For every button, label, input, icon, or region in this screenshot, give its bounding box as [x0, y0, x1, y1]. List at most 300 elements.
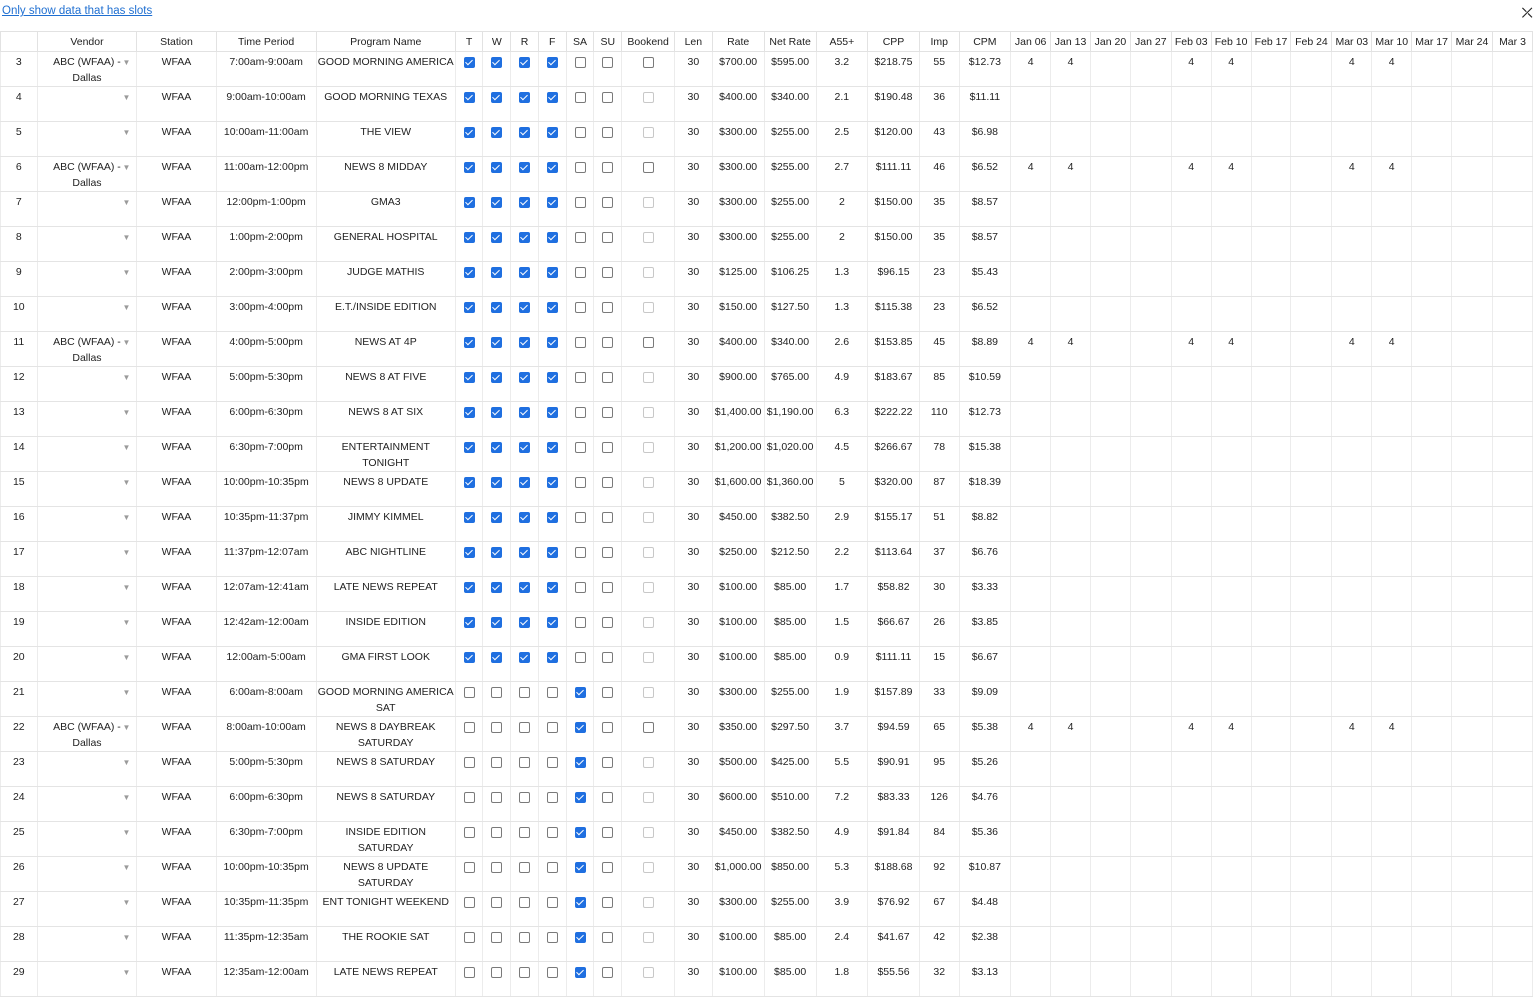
week-slot-cell[interactable] [1492, 682, 1532, 717]
week-slot-cell[interactable] [1492, 297, 1532, 332]
program-name-cell[interactable]: JIMMY KIMMEL [316, 507, 455, 542]
week-slot-cell[interactable] [1452, 752, 1493, 787]
week-slot-cell[interactable]: 4 [1211, 52, 1251, 87]
week-slot-cell[interactable] [1291, 927, 1332, 962]
week-slot-cell[interactable] [1492, 332, 1532, 367]
week-slot-cell[interactable] [1251, 262, 1291, 297]
rate-cell[interactable]: $450.00 [712, 507, 764, 542]
rate-cell[interactable]: $300.00 [712, 157, 764, 192]
day-w-checkbox[interactable] [491, 337, 502, 348]
day-t-checkbox[interactable] [464, 57, 475, 68]
day-t-checkbox[interactable] [464, 407, 475, 418]
week-slot-cell[interactable] [1051, 542, 1091, 577]
week-slot-cell[interactable] [1051, 647, 1091, 682]
week-slot-cell[interactable] [1130, 752, 1171, 787]
week-slot-cell[interactable] [1492, 962, 1532, 997]
day-f-checkbox[interactable] [547, 407, 558, 418]
week-slot-cell[interactable] [1090, 402, 1130, 437]
week-slot-cell[interactable] [1452, 787, 1493, 822]
week-slot-cell[interactable] [1412, 262, 1452, 297]
table-row[interactable] [1, 892, 1533, 927]
time-period-cell[interactable]: 10:35pm-11:37pm [216, 507, 316, 542]
day-w-checkbox[interactable] [491, 757, 502, 768]
week-slot-cell[interactable] [1051, 437, 1091, 472]
week-slot-cell[interactable] [1492, 157, 1532, 192]
program-name-cell[interactable]: NEWS 8 AT SIX [316, 402, 455, 437]
week-slot-cell[interactable] [1412, 717, 1452, 752]
day-f-checkbox[interactable] [547, 617, 558, 628]
table-row[interactable] [1, 577, 1533, 612]
header-w[interactable]: W [483, 32, 511, 52]
table-row[interactable] [1, 402, 1533, 437]
bookend-checkbox[interactable] [643, 92, 654, 103]
week-slot-cell[interactable] [1171, 542, 1211, 577]
week-slot-cell[interactable] [1251, 507, 1291, 542]
week-slot-cell[interactable] [1452, 297, 1493, 332]
week-slot-cell[interactable] [1211, 542, 1251, 577]
day-w-checkbox[interactable] [491, 232, 502, 243]
vendor-cell[interactable] [37, 542, 137, 577]
week-slot-cell[interactable] [1011, 192, 1051, 227]
vendor-cell[interactable] [37, 367, 137, 402]
program-name-cell[interactable]: NEWS 8 UPDATE [316, 472, 455, 507]
caret-down-icon[interactable]: ▼ [122, 233, 131, 242]
time-period-cell[interactable]: 12:35am-12:00am [216, 962, 316, 997]
rate-cell[interactable]: $100.00 [712, 962, 764, 997]
bookend-checkbox[interactable] [643, 162, 654, 173]
time-period-cell[interactable]: 10:35pm-11:35pm [216, 892, 316, 927]
week-slot-cell[interactable] [1051, 472, 1091, 507]
week-slot-cell[interactable] [1011, 542, 1051, 577]
week-slot-cell[interactable] [1011, 122, 1051, 157]
week-slot-cell[interactable] [1251, 962, 1291, 997]
week-slot-cell[interactable] [1452, 262, 1493, 297]
week-slot-cell[interactable] [1291, 87, 1332, 122]
week-slot-cell[interactable] [1211, 787, 1251, 822]
station-cell[interactable]: WFAA [137, 472, 216, 507]
week-slot-cell[interactable] [1492, 542, 1532, 577]
table-row[interactable] [1, 752, 1533, 787]
program-name-cell[interactable]: GOOD MORNING AMERICA SAT [316, 682, 455, 717]
day-w-checkbox[interactable] [491, 407, 502, 418]
rate-cell[interactable]: $600.00 [712, 787, 764, 822]
week-slot-cell[interactable] [1332, 962, 1372, 997]
time-period-cell[interactable]: 6:30pm-7:00pm [216, 822, 316, 857]
week-slot-cell[interactable] [1171, 612, 1211, 647]
week-slot-cell[interactable] [1492, 507, 1532, 542]
len-cell[interactable]: 30 [675, 647, 713, 682]
day-t-checkbox[interactable] [464, 827, 475, 838]
week-slot-cell[interactable] [1251, 857, 1291, 892]
week-slot-cell[interactable] [1372, 507, 1412, 542]
week-slot-cell[interactable] [1090, 87, 1130, 122]
week-slot-cell[interactable] [1452, 227, 1493, 262]
day-r-checkbox[interactable] [519, 477, 530, 488]
vendor-cell[interactable] [37, 262, 137, 297]
station-cell[interactable]: WFAA [137, 857, 216, 892]
day-t-checkbox[interactable] [464, 232, 475, 243]
week-slot-cell[interactable] [1211, 297, 1251, 332]
week-slot-cell[interactable] [1211, 682, 1251, 717]
day-t-checkbox[interactable] [464, 757, 475, 768]
rate-cell[interactable]: $250.00 [712, 542, 764, 577]
day-f-checkbox[interactable] [547, 967, 558, 978]
table-row[interactable] [1, 52, 1533, 87]
day-r-checkbox[interactable] [519, 442, 530, 453]
header-week[interactable]: Jan 13 [1051, 32, 1091, 52]
week-slot-cell[interactable] [1251, 367, 1291, 402]
time-period-cell[interactable]: 9:00am-10:00am [216, 87, 316, 122]
day-f-checkbox[interactable] [547, 547, 558, 558]
header-su[interactable]: SU [594, 32, 622, 52]
week-slot-cell[interactable] [1412, 297, 1452, 332]
week-slot-cell[interactable] [1332, 577, 1372, 612]
rate-cell[interactable]: $1,000.00 [712, 857, 764, 892]
caret-down-icon[interactable]: ▼ [122, 758, 131, 767]
week-slot-cell[interactable] [1412, 87, 1452, 122]
day-sa-checkbox[interactable] [575, 337, 586, 348]
week-slot-cell[interactable] [1452, 157, 1493, 192]
day-sa-checkbox[interactable] [575, 967, 586, 978]
week-slot-cell[interactable] [1011, 647, 1051, 682]
time-period-cell[interactable]: 4:00pm-5:00pm [216, 332, 316, 367]
caret-down-icon[interactable]: ▼ [122, 723, 131, 732]
week-slot-cell[interactable] [1492, 612, 1532, 647]
day-t-checkbox[interactable] [464, 687, 475, 698]
week-slot-cell[interactable] [1452, 472, 1493, 507]
day-sa-checkbox[interactable] [575, 827, 586, 838]
rate-cell[interactable]: $100.00 [712, 577, 764, 612]
day-su-checkbox[interactable] [602, 862, 613, 873]
week-slot-cell[interactable] [1211, 892, 1251, 927]
day-w-checkbox[interactable] [491, 442, 502, 453]
week-slot-cell[interactable] [1130, 227, 1171, 262]
week-slot-cell[interactable] [1452, 437, 1493, 472]
bookend-checkbox[interactable] [643, 967, 654, 978]
week-slot-cell[interactable] [1452, 192, 1493, 227]
week-slot-cell[interactable] [1332, 122, 1372, 157]
day-f-checkbox[interactable] [547, 792, 558, 803]
collapse-icon[interactable]: ⤫ [1522, 5, 1533, 20]
week-slot-cell[interactable] [1090, 542, 1130, 577]
day-su-checkbox[interactable] [602, 372, 613, 383]
week-slot-cell[interactable] [1130, 892, 1171, 927]
header-week[interactable]: Mar 24 [1452, 32, 1493, 52]
week-slot-cell[interactable] [1211, 962, 1251, 997]
day-t-checkbox[interactable] [464, 92, 475, 103]
week-slot-cell[interactable] [1051, 87, 1091, 122]
vendor-cell[interactable] [37, 857, 137, 892]
week-slot-cell[interactable] [1011, 927, 1051, 962]
rate-cell[interactable]: $300.00 [712, 682, 764, 717]
week-slot-cell[interactable] [1130, 122, 1171, 157]
week-slot-cell[interactable]: 4 [1332, 52, 1372, 87]
day-r-checkbox[interactable] [519, 687, 530, 698]
week-slot-cell[interactable] [1171, 892, 1211, 927]
caret-down-icon[interactable]: ▼ [122, 268, 131, 277]
week-slot-cell[interactable] [1051, 122, 1091, 157]
caret-down-icon[interactable]: ▼ [122, 93, 131, 102]
program-name-cell[interactable]: NEWS 8 SATURDAY [316, 787, 455, 822]
rate-cell[interactable]: $1,400.00 [712, 402, 764, 437]
time-period-cell[interactable]: 12:00pm-1:00pm [216, 192, 316, 227]
table-row[interactable] [1, 297, 1533, 332]
bookend-checkbox[interactable] [643, 302, 654, 313]
header-rate[interactable]: Rate [712, 32, 764, 52]
week-slot-cell[interactable] [1372, 857, 1412, 892]
week-slot-cell[interactable] [1492, 822, 1532, 857]
caret-down-icon[interactable]: ▼ [122, 198, 131, 207]
caret-down-icon[interactable]: ▼ [122, 688, 131, 697]
vendor-cell[interactable] [37, 122, 137, 157]
program-name-cell[interactable]: ENT TONIGHT WEEKEND [316, 892, 455, 927]
day-su-checkbox[interactable] [602, 897, 613, 908]
week-slot-cell[interactable]: 4 [1051, 52, 1091, 87]
day-sa-checkbox[interactable] [575, 687, 586, 698]
week-slot-cell[interactable] [1492, 402, 1532, 437]
day-sa-checkbox[interactable] [575, 267, 586, 278]
bookend-checkbox[interactable] [643, 267, 654, 278]
week-slot-cell[interactable] [1372, 612, 1412, 647]
week-slot-cell[interactable] [1452, 612, 1493, 647]
week-slot-cell[interactable] [1452, 507, 1493, 542]
week-slot-cell[interactable] [1372, 402, 1412, 437]
week-slot-cell[interactable] [1090, 52, 1130, 87]
day-f-checkbox[interactable] [547, 267, 558, 278]
day-su-checkbox[interactable] [602, 512, 613, 523]
week-slot-cell[interactable] [1412, 857, 1452, 892]
day-r-checkbox[interactable] [519, 862, 530, 873]
time-period-cell[interactable]: 6:00am-8:00am [216, 682, 316, 717]
week-slot-cell[interactable] [1011, 892, 1051, 927]
day-su-checkbox[interactable] [602, 407, 613, 418]
week-slot-cell[interactable] [1090, 577, 1130, 612]
week-slot-cell[interactable] [1372, 297, 1412, 332]
week-slot-cell[interactable] [1130, 297, 1171, 332]
week-slot-cell[interactable] [1090, 612, 1130, 647]
week-slot-cell[interactable] [1051, 892, 1091, 927]
len-cell[interactable]: 30 [675, 437, 713, 472]
week-slot-cell[interactable] [1171, 192, 1211, 227]
day-w-checkbox[interactable] [491, 57, 502, 68]
week-slot-cell[interactable] [1171, 822, 1211, 857]
caret-down-icon[interactable]: ▼ [122, 933, 131, 942]
header-cpp[interactable]: CPP [868, 32, 920, 52]
week-slot-cell[interactable] [1011, 472, 1051, 507]
week-slot-cell[interactable] [1332, 857, 1372, 892]
station-cell[interactable]: WFAA [137, 192, 216, 227]
day-t-checkbox[interactable] [464, 967, 475, 978]
program-name-cell[interactable]: GENERAL HOSPITAL [316, 227, 455, 262]
week-slot-cell[interactable] [1130, 52, 1171, 87]
caret-down-icon[interactable]: ▼ [122, 408, 131, 417]
day-t-checkbox[interactable] [464, 162, 475, 173]
station-cell[interactable]: WFAA [137, 927, 216, 962]
day-sa-checkbox[interactable] [575, 722, 586, 733]
day-f-checkbox[interactable] [547, 687, 558, 698]
week-slot-cell[interactable] [1291, 962, 1332, 997]
week-slot-cell[interactable] [1090, 682, 1130, 717]
time-period-cell[interactable]: 12:42am-12:00am [216, 612, 316, 647]
week-slot-cell[interactable] [1211, 472, 1251, 507]
caret-down-icon[interactable]: ▼ [122, 513, 131, 522]
week-slot-cell[interactable]: 4 [1332, 332, 1372, 367]
day-r-checkbox[interactable] [519, 92, 530, 103]
week-slot-cell[interactable] [1492, 122, 1532, 157]
day-r-checkbox[interactable] [519, 757, 530, 768]
week-slot-cell[interactable] [1412, 227, 1452, 262]
vendor-cell[interactable] [37, 437, 137, 472]
len-cell[interactable]: 30 [675, 542, 713, 577]
table-row[interactable] [1, 87, 1533, 122]
vendor-cell[interactable] [37, 682, 137, 717]
station-cell[interactable]: WFAA [137, 682, 216, 717]
week-slot-cell[interactable] [1011, 402, 1051, 437]
day-r-checkbox[interactable] [519, 512, 530, 523]
week-slot-cell[interactable] [1130, 472, 1171, 507]
week-slot-cell[interactable] [1090, 227, 1130, 262]
table-row[interactable] [1, 332, 1533, 367]
day-w-checkbox[interactable] [491, 302, 502, 313]
week-slot-cell[interactable] [1251, 332, 1291, 367]
rate-cell[interactable]: $350.00 [712, 717, 764, 752]
day-r-checkbox[interactable] [519, 617, 530, 628]
table-row[interactable] [1, 857, 1533, 892]
day-w-checkbox[interactable] [491, 792, 502, 803]
week-slot-cell[interactable] [1251, 892, 1291, 927]
week-slot-cell[interactable] [1332, 87, 1372, 122]
week-slot-cell[interactable]: 4 [1332, 717, 1372, 752]
week-slot-cell[interactable]: 4 [1372, 717, 1412, 752]
time-period-cell[interactable]: 6:00pm-6:30pm [216, 402, 316, 437]
week-slot-cell[interactable] [1171, 227, 1211, 262]
vendor-cell[interactable] [37, 822, 137, 857]
day-r-checkbox[interactable] [519, 302, 530, 313]
week-slot-cell[interactable] [1130, 647, 1171, 682]
week-slot-cell[interactable]: 4 [1051, 717, 1091, 752]
week-slot-cell[interactable] [1492, 262, 1532, 297]
header-station[interactable]: Station [137, 32, 216, 52]
day-su-checkbox[interactable] [602, 617, 613, 628]
week-slot-cell[interactable] [1211, 857, 1251, 892]
week-slot-cell[interactable] [1171, 857, 1211, 892]
week-slot-cell[interactable] [1090, 157, 1130, 192]
time-period-cell[interactable]: 8:00am-10:00am [216, 717, 316, 752]
day-su-checkbox[interactable] [602, 932, 613, 943]
week-slot-cell[interactable]: 4 [1171, 52, 1211, 87]
week-slot-cell[interactable] [1011, 87, 1051, 122]
day-t-checkbox[interactable] [464, 372, 475, 383]
week-slot-cell[interactable] [1090, 262, 1130, 297]
caret-down-icon[interactable]: ▼ [122, 303, 131, 312]
week-slot-cell[interactable] [1412, 192, 1452, 227]
week-slot-cell[interactable] [1412, 682, 1452, 717]
week-slot-cell[interactable] [1171, 962, 1211, 997]
day-su-checkbox[interactable] [602, 652, 613, 663]
week-slot-cell[interactable] [1291, 892, 1332, 927]
week-slot-cell[interactable] [1291, 612, 1332, 647]
day-w-checkbox[interactable] [491, 897, 502, 908]
week-slot-cell[interactable]: 4 [1011, 332, 1051, 367]
vendor-cell[interactable] [37, 87, 137, 122]
station-cell[interactable]: WFAA [137, 612, 216, 647]
week-slot-cell[interactable] [1051, 787, 1091, 822]
week-slot-cell[interactable] [1011, 367, 1051, 402]
week-slot-cell[interactable] [1291, 122, 1332, 157]
week-slot-cell[interactable] [1090, 857, 1130, 892]
rate-cell[interactable]: $100.00 [712, 927, 764, 962]
table-row[interactable] [1, 367, 1533, 402]
week-slot-cell[interactable] [1251, 52, 1291, 87]
week-slot-cell[interactable] [1332, 227, 1372, 262]
time-period-cell[interactable]: 5:00pm-5:30pm [216, 367, 316, 402]
week-slot-cell[interactable] [1412, 402, 1452, 437]
table-row[interactable] [1, 122, 1533, 157]
week-slot-cell[interactable] [1251, 647, 1291, 682]
week-slot-cell[interactable] [1251, 612, 1291, 647]
table-row[interactable] [1, 192, 1533, 227]
vendor-cell[interactable] [37, 787, 137, 822]
week-slot-cell[interactable] [1452, 857, 1493, 892]
week-slot-cell[interactable] [1412, 52, 1452, 87]
time-period-cell[interactable]: 12:07am-12:41am [216, 577, 316, 612]
week-slot-cell[interactable] [1372, 787, 1412, 822]
day-sa-checkbox[interactable] [575, 302, 586, 313]
caret-down-icon[interactable]: ▼ [122, 793, 131, 802]
day-r-checkbox[interactable] [519, 652, 530, 663]
station-cell[interactable]: WFAA [137, 262, 216, 297]
week-slot-cell[interactable] [1051, 752, 1091, 787]
week-slot-cell[interactable] [1332, 647, 1372, 682]
day-t-checkbox[interactable] [464, 652, 475, 663]
station-cell[interactable]: WFAA [137, 647, 216, 682]
station-cell[interactable]: WFAA [137, 122, 216, 157]
week-slot-cell[interactable]: 4 [1211, 717, 1251, 752]
week-slot-cell[interactable] [1492, 87, 1532, 122]
week-slot-cell[interactable] [1211, 262, 1251, 297]
week-slot-cell[interactable] [1011, 612, 1051, 647]
day-t-checkbox[interactable] [464, 337, 475, 348]
week-slot-cell[interactable] [1051, 402, 1091, 437]
week-slot-cell[interactable] [1171, 437, 1211, 472]
bookend-checkbox[interactable] [643, 477, 654, 488]
header-time-period[interactable]: Time Period [216, 32, 316, 52]
rate-cell[interactable]: $450.00 [712, 822, 764, 857]
week-slot-cell[interactable] [1211, 927, 1251, 962]
day-r-checkbox[interactable] [519, 582, 530, 593]
program-name-cell[interactable]: LATE NEWS REPEAT [316, 962, 455, 997]
week-slot-cell[interactable] [1492, 192, 1532, 227]
day-w-checkbox[interactable] [491, 582, 502, 593]
week-slot-cell[interactable] [1130, 612, 1171, 647]
week-slot-cell[interactable] [1171, 752, 1211, 787]
table-row[interactable] [1, 682, 1533, 717]
program-name-cell[interactable]: NEWS 8 DAYBREAK SATURDAY [316, 717, 455, 752]
week-slot-cell[interactable] [1090, 892, 1130, 927]
day-f-checkbox[interactable] [547, 302, 558, 313]
week-slot-cell[interactable] [1372, 87, 1412, 122]
week-slot-cell[interactable] [1211, 822, 1251, 857]
week-slot-cell[interactable] [1051, 577, 1091, 612]
week-slot-cell[interactable] [1171, 507, 1211, 542]
vendor-cell[interactable] [37, 962, 137, 997]
day-r-checkbox[interactable] [519, 897, 530, 908]
week-slot-cell[interactable] [1412, 577, 1452, 612]
week-slot-cell[interactable] [1251, 717, 1291, 752]
week-slot-cell[interactable]: 4 [1372, 52, 1412, 87]
station-cell[interactable]: WFAA [137, 577, 216, 612]
week-slot-cell[interactable] [1251, 822, 1291, 857]
